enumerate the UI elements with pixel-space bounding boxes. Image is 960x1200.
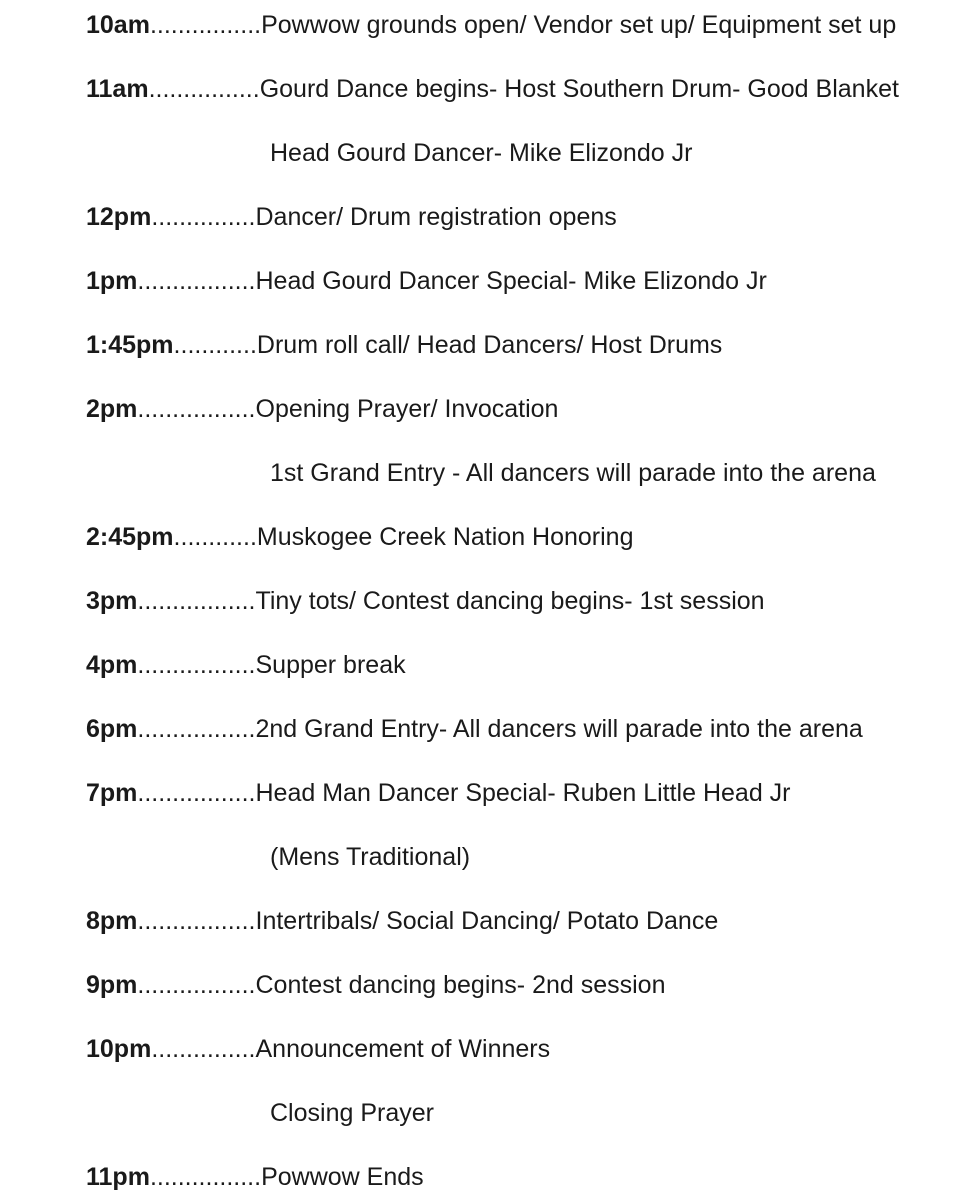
schedule-time: 8pm: [86, 907, 138, 935]
leader-dots: ............: [173, 331, 257, 359]
schedule-time: 7pm: [86, 779, 138, 807]
schedule-line: [86, 5, 896, 45]
leader-dots: ............: [173, 523, 257, 551]
schedule-time: 1:45pm: [86, 331, 174, 359]
schedule-time: 4pm: [86, 651, 138, 679]
schedule-continuation: Head Gourd Dancer- Mike Elizondo Jr: [270, 139, 693, 167]
schedule-line: [86, 1029, 550, 1069]
schedule-time: 9pm: [86, 971, 138, 999]
schedule-continuation: Closing Prayer: [270, 1099, 434, 1127]
schedule-event: Contest dancing begins- 2nd session: [255, 971, 666, 999]
schedule-time: 11am: [86, 75, 149, 103]
leader-dots: .................: [137, 971, 256, 999]
leader-dots: .................: [137, 651, 256, 679]
schedule-line: [86, 517, 634, 557]
schedule-continuation: (Mens Traditional): [270, 843, 471, 871]
schedule-line: [86, 901, 718, 941]
leader-dots: ...............: [151, 1035, 256, 1063]
schedule-line: [86, 197, 617, 237]
leader-dots: ...............: [151, 203, 256, 231]
schedule-event: Powwow Ends: [261, 1163, 424, 1191]
schedule-continuation: 1st Grand Entry - All dancers will parade into the arena: [270, 459, 876, 487]
leader-dots: .................: [137, 715, 256, 743]
schedule-line: [86, 1157, 424, 1197]
schedule-event: Head Man Dancer Special- Ruben Little Head Jr: [255, 779, 791, 807]
schedule-time: 11pm: [86, 1163, 150, 1191]
schedule-line: [86, 261, 767, 301]
schedule-line: [86, 581, 765, 621]
schedule-time: 2:45pm: [86, 523, 174, 551]
schedule-event: Gourd Dance begins- Host Southern Drum- Good Blanket: [259, 75, 899, 103]
schedule-event: Intertribals/ Social Dancing/ Potato Dance: [255, 907, 719, 935]
schedule-event: Drum roll call/ Head Dancers/ Host Drums: [256, 331, 723, 359]
schedule-event: Tiny tots/ Contest dancing begins- 1st session: [255, 587, 765, 615]
schedule-line: [86, 325, 722, 365]
schedule-event: 2nd Grand Entry- All dancers will parade into the arena: [255, 715, 863, 743]
schedule-event: Head Gourd Dancer Special- Mike Elizondo Jr: [255, 267, 767, 295]
schedule-line: [86, 773, 791, 813]
leader-dots: ................: [149, 11, 262, 39]
schedule-line: [86, 69, 899, 109]
leader-dots: .................: [137, 907, 256, 935]
leader-dots: .................: [137, 267, 256, 295]
leader-dots: .................: [137, 395, 256, 423]
schedule-line: [86, 645, 406, 685]
schedule-event: Announcement of Winners: [255, 1035, 551, 1063]
schedule-time: 1pm: [86, 267, 138, 295]
schedule-event: Dancer/ Drum registration opens: [255, 203, 617, 231]
leader-dots: .................: [137, 587, 256, 615]
leader-dots: ................: [149, 1163, 262, 1191]
schedule-event: Supper break: [255, 651, 406, 679]
schedule-event: Opening Prayer/ Invocation: [255, 395, 559, 423]
leader-dots: .................: [137, 779, 256, 807]
schedule-event: Muskogee Creek Nation Honoring: [256, 523, 634, 551]
schedule-time: 10am: [86, 11, 150, 39]
schedule-time: 12pm: [86, 203, 152, 231]
schedule-line: [86, 389, 558, 429]
schedule-time: 3pm: [86, 587, 138, 615]
schedule-time: 6pm: [86, 715, 138, 743]
schedule-time: 10pm: [86, 1035, 152, 1063]
schedule-time: 2pm: [86, 395, 138, 423]
schedule-event: Powwow grounds open/ Vendor set up/ Equipment set up: [261, 11, 897, 39]
leader-dots: ................: [148, 75, 260, 103]
schedule-line: [86, 709, 863, 749]
schedule-line: [86, 965, 666, 1005]
